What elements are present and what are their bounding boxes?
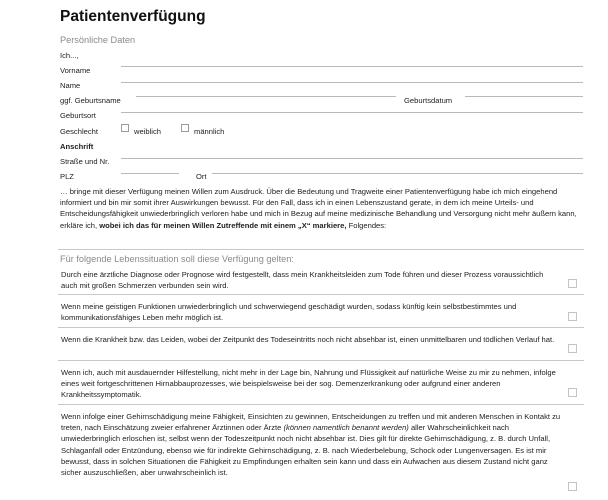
situation-item-5-note: (können namentlich benannt werden) — [283, 423, 409, 433]
intro-text: … bringe mit dieser Verfügung meinen Willen zum Ausdruck. Über die Bedeutung und Tragweite einer Patientenverfügung habe ich mich eingehend informiert und bin mir somit ihrer Auswirkungen bewusst. Für den Fall, dass ich in einen Lebenszustand gerate, in dem ich meine Urteils- und Entscheidungsfähigkeit unwiederbringlich verloren habe und mich in Bezug auf meine medizinische Behandlung und Versorgung nicht mehr äußern kann, erkläre ich, — [60, 187, 577, 230]
page-title: Patientenverfügung — [60, 8, 206, 25]
ich-label: Ich..., — [60, 51, 79, 60]
intro-ending: Folgendes: — [348, 220, 387, 230]
weiblich-label: weiblich — [134, 127, 162, 136]
name-label: Name — [60, 81, 81, 90]
geburtsdatum-label: Geburtsdatum — [404, 96, 453, 105]
maennlich-checkbox[interactable] — [181, 124, 189, 132]
situation-item-5-text: Wenn infolge einer Gehirnschädigung meine Fähigkeit, Einsichten zu gewinnen, Entscheidungen zu treffen und mit anderen Menschen in Kontakt zu treten, nach Einschätzung zweier erfahrener Ärztinnen oder Ärzte — [61, 412, 561, 433]
plz-label: PLZ — [60, 172, 74, 181]
situation-item-2: Wenn meine geistigen Funktionen unwiederbringlich und schwerwiegend geschädigt wurden, sodass künftig kein selbstbestimmtes und kommunikationsfähiges Leben mehr möglich ist. — [61, 302, 517, 323]
weiblich-checkbox[interactable] — [121, 124, 129, 132]
situation-item-1: Durch eine ärztliche Diagnose oder Prognose wird festgestellt, dass mein Krankheitsleiden zum Tode führen und dieser Prozess voraussichtlich auch mit großen Schmerzen verbunden sein wird. — [61, 270, 544, 291]
vorname-field[interactable] — [121, 66, 583, 67]
maennlich-label: männlich — [194, 127, 225, 136]
plz-field[interactable] — [121, 173, 179, 174]
ort-field[interactable] — [212, 173, 583, 174]
intro-instruction: wobei ich das für meinen Willen Zutreffende mit einem „X“ markiere, — [99, 220, 347, 230]
ort-label: Ort — [196, 172, 207, 181]
situation-checkbox-3[interactable] — [568, 344, 577, 353]
divider — [58, 294, 584, 295]
vorname-label: Vorname — [60, 66, 91, 75]
geburtsname-field[interactable] — [136, 96, 396, 97]
divider — [58, 249, 584, 250]
divider — [58, 360, 584, 361]
situation-item-5 — [61, 411, 561, 478]
geburtsname-label: ggf. Geburtsname — [60, 96, 121, 105]
situation-checkbox-5[interactable] — [568, 482, 577, 491]
geburtsort-label: Geburtsort — [60, 111, 96, 120]
section-heading-personal: Persönliche Daten — [60, 35, 136, 45]
geburtsdatum-field[interactable] — [465, 96, 583, 97]
strasse-field[interactable] — [121, 158, 583, 159]
anschrift-label: Anschrift — [60, 142, 94, 151]
situation-item-5-text-cont: aller Wahrscheinlichkeit nach unwiederbringlich erloschen ist, selbst wenn der Todeszeitpunkt noch nicht absehbar ist. Dies gilt für direkte Gehirnschädigung, z. B. durch Unfall, Schlaganfall oder Entzündung, ebenso wie für indirekte Gehirnschädigung, z. B. nach Wiederbelebung, Schock oder Lungenversagen. Es ist mir bewusst, dass in solchen Situationen die Fähigkeit zu Empfindungen erhalten sein kann und dass ein Aufwachen aus diesem Zustand nicht ganz sicher auszuschließen, aber unwahrscheinlich ist. — [61, 423, 551, 478]
situation-checkbox-1[interactable] — [568, 279, 577, 288]
intro-paragraph — [60, 186, 582, 231]
geburtsort-field[interactable] — [121, 112, 583, 113]
situation-item-4: Wenn ich, auch mit ausdauernder Hilfestellung, nicht mehr in der Lage bin, Nahrung und Flüssigkeit auf natürliche Weise zu mir zu nehmen, infolge eines weit fortgeschrittenen Hirnabbauprozesses, wie beispielsweise bei der sog. Demenzerkrankung oder aufgrund einer anderen Krankheitssymptomatik. — [61, 368, 556, 400]
situation-checkbox-2[interactable] — [568, 312, 577, 321]
situation-checkbox-4[interactable] — [568, 388, 577, 397]
divider — [58, 404, 584, 405]
strasse-label: Straße und Nr. — [60, 157, 110, 166]
section-heading-situations: Für folgende Lebenssituation soll diese Verfügung gelten: — [60, 254, 294, 264]
divider — [58, 327, 584, 328]
name-field[interactable] — [121, 82, 583, 83]
situation-item-3: Wenn die Krankheit bzw. das Leiden, wobei der Zeitpunkt des Todeseintritts noch nicht absehbar ist, einen unmittelbaren und tödlichen Verlauf hat. — [61, 335, 555, 344]
geschlecht-label: Geschlecht — [60, 127, 98, 136]
